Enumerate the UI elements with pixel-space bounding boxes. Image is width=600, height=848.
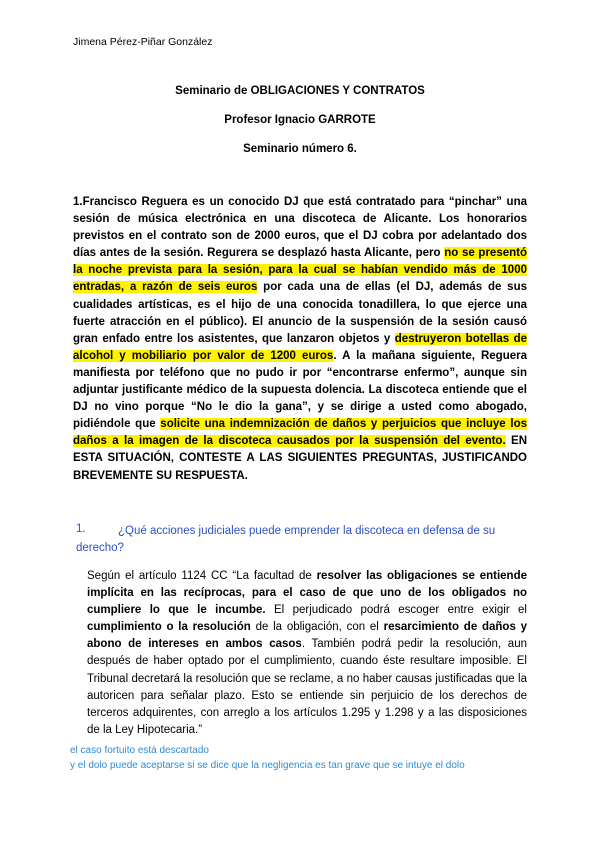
answer-paragraph bbox=[87, 568, 527, 739]
author-name: Jimena Pérez-Piñar González bbox=[73, 36, 213, 48]
case-statement bbox=[73, 194, 527, 485]
answer-text-2: El perjudicado podrá escoger entre exigir el bbox=[265, 604, 527, 617]
case-highlight-2: destruyeron botellas de alcohol y mobiliario por valor de 1200 euros bbox=[73, 332, 527, 362]
case-text-1: 1.Francisco Reguera es un conocido DJ que está contratado para “pinchar” una sesión de música electrónica en una discoteca de Alicante. Los honorarios previstos en el contrato son de 2000 euros, que el DJ cobra por adelantado dos días antes de la sesión. Regurera se desplazó hasta Alicante, pero bbox=[73, 196, 527, 260]
answer-bold-3: resarcimiento de daños y abono de intereses en ambos casos bbox=[87, 621, 527, 651]
case-highlight-1: no se presentó la noche prevista para la sesión, para la cual se habían vendido más de 1000 entradas, a razón de seis euros bbox=[73, 247, 527, 294]
case-text-4: EN ESTA SITUACIÓN, CONTESTE A LAS SIGUIENTES PREGUNTAS, JUSTIFICANDO BREVEMENTE SU RESPUESTA. bbox=[73, 435, 528, 482]
case-highlight-3: solicite una indemnización de daños y perjuicios que incluye los daños a la imagen de la discoteca causados por la suspensión del evento. bbox=[73, 418, 527, 448]
answer-text-3: de la obligación, con el bbox=[250, 621, 384, 634]
answer-text-1: Según el artículo 1124 CC “La facultad de bbox=[87, 570, 317, 582]
case-text-2: por cada una de ellas (el DJ, además de sus cualidades artísticas, es el hijo de una conocida tonadillera, lo que ejerce una fuerte atracción en el público). El anuncio de la suspensión de la sesión causó gran enfado entre los asistentes, que lanzaron objetos y bbox=[73, 281, 527, 345]
case-text-3: . A la mañana siguiente, Reguera manifiesta por teléfono que no pudo ir por “encontrarse enfermo”, aunque sin adjuntar justificante médico de la supuesta dolencia. La discoteca entiende que el DJ no vino porque “No le dio la gana”, y se dirige a usted como abogado, pidiéndole que bbox=[73, 349, 527, 431]
question-number: 1. bbox=[76, 523, 86, 535]
question-text-line-1: ¿Qué acciones judiciales puede emprender la discoteca en defensa de su bbox=[118, 525, 496, 537]
note-line-1: el caso fortuito está descartado bbox=[70, 745, 209, 756]
question-text-line-2: derecho? bbox=[76, 542, 124, 554]
note-line-2: y el dolo puede aceptarse si se dice que la negligencia es tan grave que se intuye el dolo bbox=[70, 760, 465, 771]
answer-bold-2: cumplimiento o la resolución bbox=[87, 621, 251, 634]
professor-name: Profesor Ignacio GARROTE bbox=[224, 114, 376, 126]
answer-text-4: . También podrá pedir la resolución, aun después de haber optado por el cumplimiento, cuando éste resultare imposible. El Tribunal decretará la resolución que se reclame, a no haber causas justificadas que la autoricen para señalar plazo. Esto se entiende sin perjuicio de los derechos de terceros adquirentes, con arreglo a los artículos 1.295 y 1.298 y a las disposiciones de la Ley Hipotecaria.” bbox=[87, 638, 527, 736]
answer-bold-1: resolver las obligaciones se entiende implícita en las recíprocas, para el caso de que uno de los obligados no cumpliere lo que le incumbe. bbox=[87, 570, 527, 617]
seminar-number: Seminario número 6. bbox=[243, 143, 357, 155]
seminar-title: Seminario de OBLIGACIONES Y CONTRATOS bbox=[175, 85, 425, 97]
